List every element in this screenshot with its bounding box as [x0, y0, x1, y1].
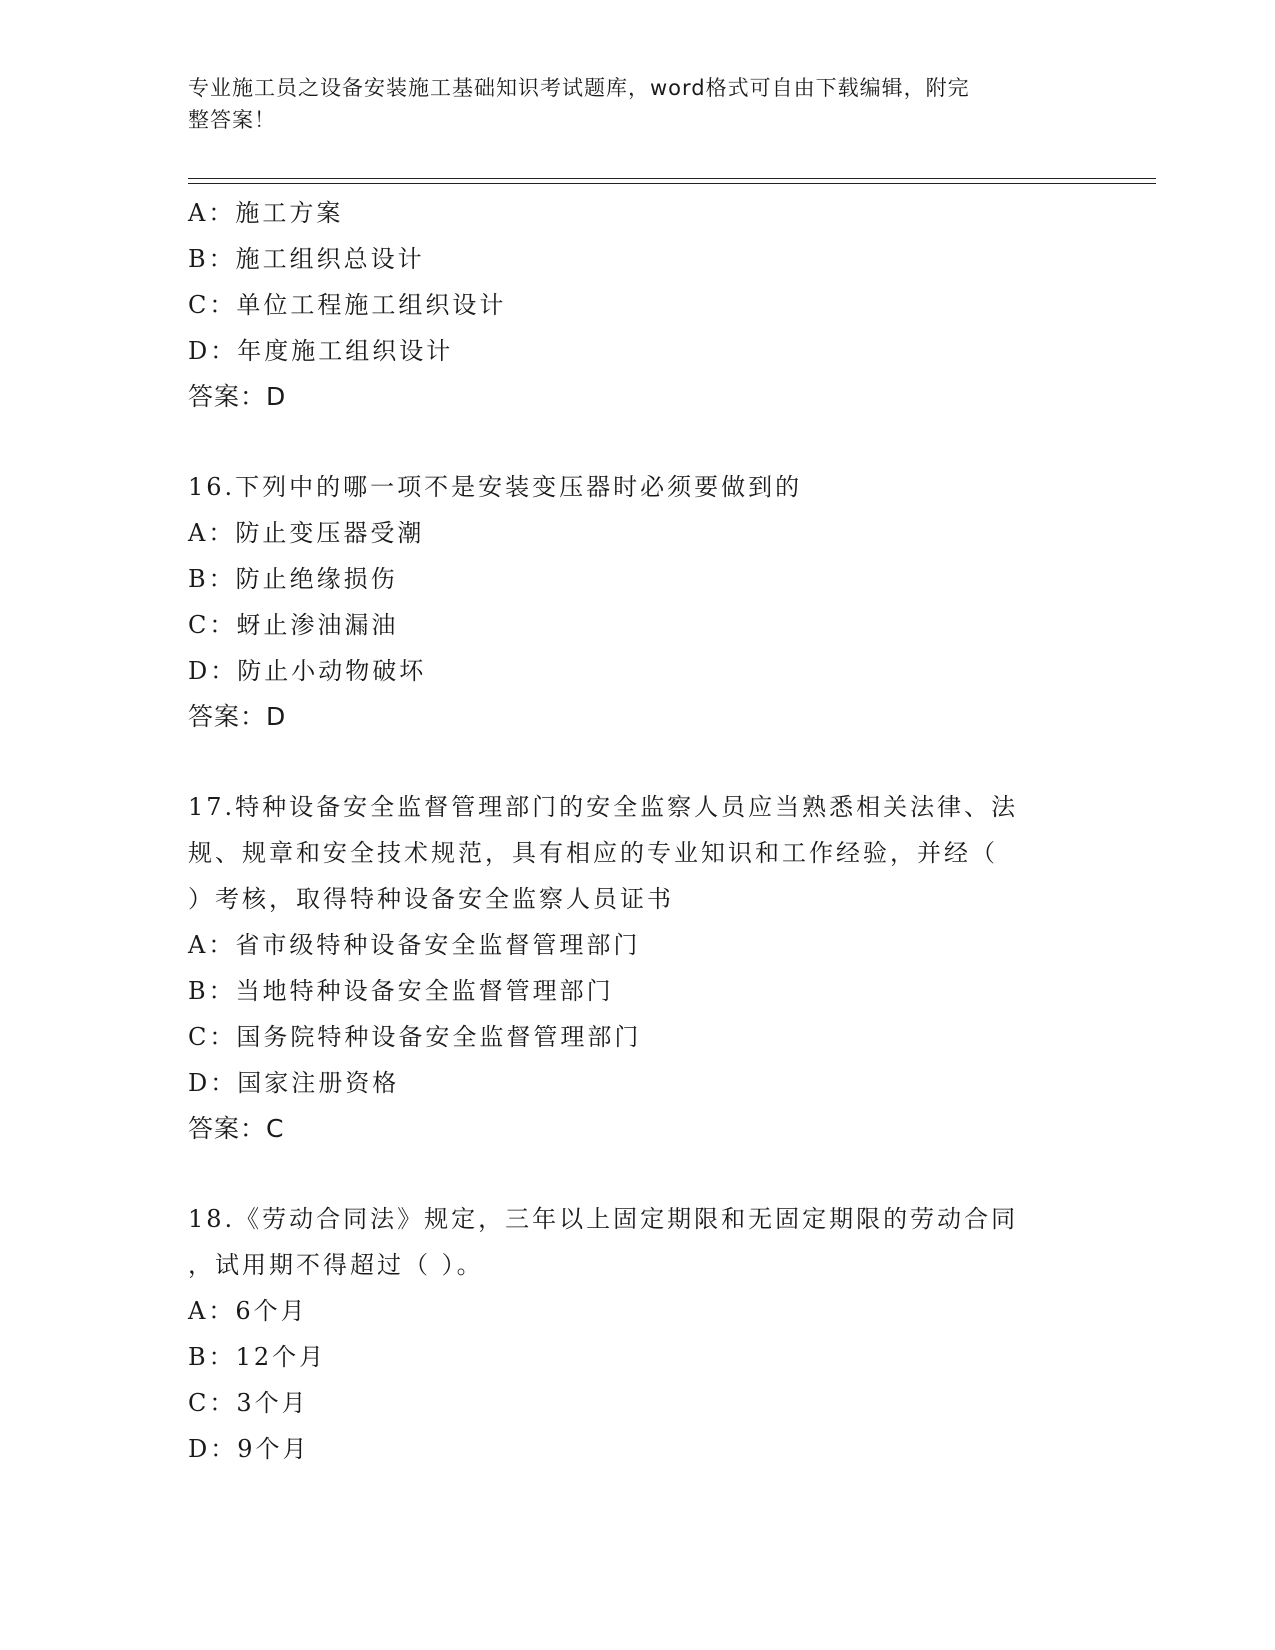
question-stem: 规、规章和安全技术规范，具有相应的专业知识和工作经验，并经（ — [188, 839, 998, 867]
answer: 答案：D — [188, 702, 287, 731]
question-stem: 18.《劳动合同法》规定，三年以上固定期限和无固定期限的劳动合同 — [188, 1205, 1019, 1233]
header-divider-bottom — [188, 183, 1156, 184]
option-d: D：防止小动物破坏 — [188, 657, 427, 685]
option-c: C：蚜止渗油漏油 — [188, 611, 399, 639]
option-b: B：当地特种设备安全监督管理部门 — [188, 977, 614, 1005]
question-stem: 17.特种设备安全监督管理部门的安全监察人员应当熟悉相关法律、法 — [188, 793, 1019, 821]
question-stem: ）考核，取得特种设备安全监察人员证书 — [188, 885, 674, 913]
header-line-2: 整答案！ — [188, 108, 276, 132]
option-c: C：3个月 — [188, 1389, 309, 1417]
option-d: D：9个月 — [188, 1435, 310, 1463]
spacer — [188, 1152, 1088, 1196]
question-18 — [188, 1196, 1088, 1472]
option-d: D：国家注册资格 — [188, 1069, 400, 1097]
option-a: A：6个月 — [188, 1297, 308, 1325]
option-a: A：省市级特种设备安全监督管理部门 — [188, 931, 641, 959]
option-b: B：12个月 — [188, 1343, 327, 1371]
header-line-1: 专业施工员之设备安装施工基础知识考试题库，word格式可自由下载编辑，附完 — [188, 76, 970, 100]
option-b: B：施工组织总设计 — [188, 245, 425, 273]
question-stem: 16.下列中的哪一项不是安装变压器时必须要做到的 — [188, 473, 803, 501]
option-a: A：施工方案 — [188, 199, 344, 227]
question-stem: ，试用期不得超过（ ）。 — [188, 1251, 484, 1279]
option-d: D：年度施工组织设计 — [188, 337, 454, 365]
question-list — [188, 190, 1088, 1472]
spacer — [188, 420, 1088, 464]
document-header — [188, 72, 1068, 136]
answer: 答案：C — [188, 1114, 285, 1143]
answer: 答案：D — [188, 382, 287, 411]
option-b: B：防止绝缘损伤 — [188, 565, 398, 593]
question-17 — [188, 784, 1088, 1152]
question-15 — [188, 190, 1088, 420]
option-c: C：国务院特种设备安全监督管理部门 — [188, 1023, 642, 1051]
question-16 — [188, 464, 1088, 740]
option-c: C：单位工程施工组织设计 — [188, 291, 507, 319]
spacer — [188, 740, 1088, 784]
option-a: A：防止变压器受潮 — [188, 519, 425, 547]
header-divider-top — [188, 178, 1156, 179]
